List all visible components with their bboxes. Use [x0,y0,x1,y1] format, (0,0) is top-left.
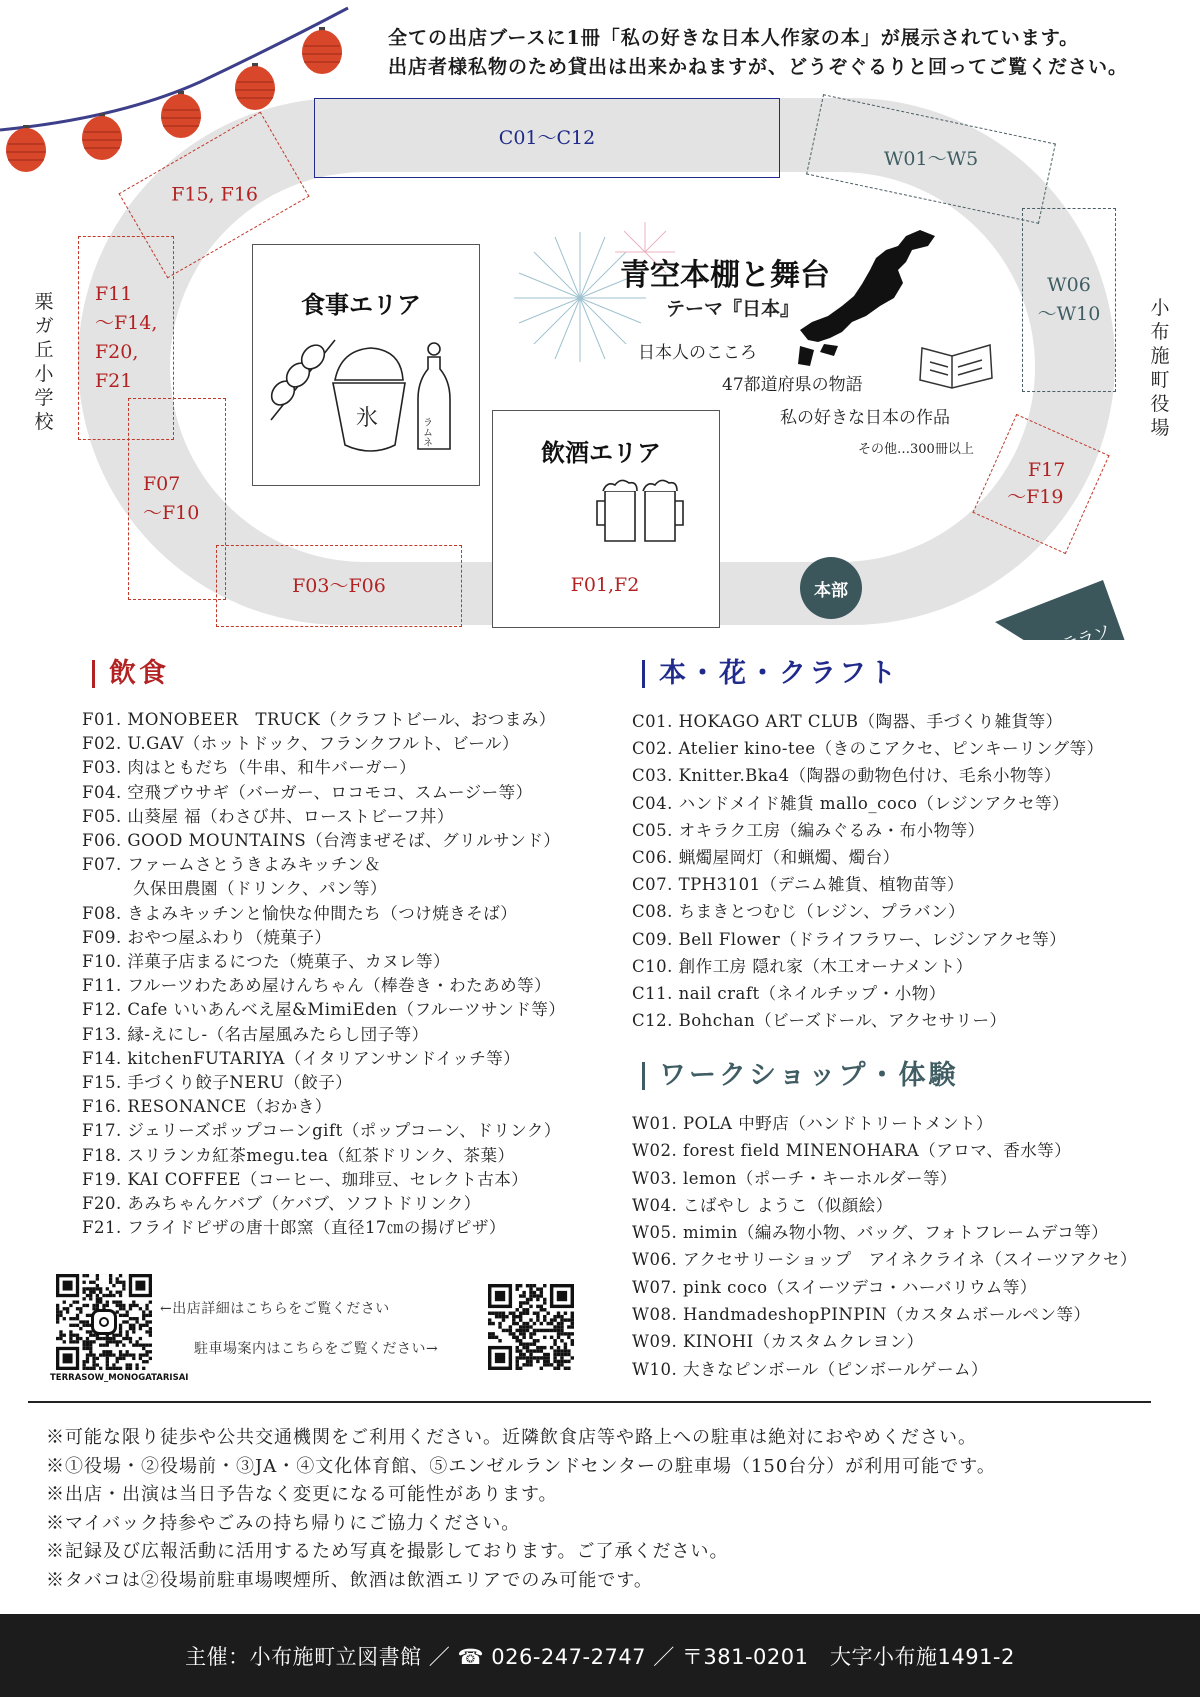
list-item: F07. ファームさとうきよみキッチン＆ [82,855,381,875]
list-item: 久保田農園（ドリンク、パン等） [133,879,388,899]
center-line-2: 47都道府県の物語 [722,375,863,395]
footer-bar [0,1614,1200,1697]
section-divider [28,1401,1151,1403]
zone-f17-label-2: ～F19 [1006,485,1064,508]
note-line: ※可能な限り徒歩や公共交通機関をご利用ください。近隣飲食店等や路上への駐車は絶対におやめください。 [46,1427,977,1448]
hq-label: 本部 [814,581,848,601]
list-item: F02. U.GAV（ホットドック、フランクフルト、ビール） [82,734,519,754]
list-item: F14. kitchenFUTARIYA（イタリアンサンドイッチ等） [82,1048,521,1068]
zone-c-label: C01～C12 [498,126,596,149]
notice-line-1: 全ての出店ブースに1冊「私の好きな日本人作家の本」が展示されています。 [388,27,1080,49]
list-item: F09. おやつ屋ふわり（焼菓子） [82,927,332,947]
list-item: F11. フルーツわたあめ屋けんちゃん（棒巻き・わたあめ等） [82,976,552,996]
right-townhall-label: 小布施町役場 [1150,297,1170,439]
list-item: F04. 空飛ブウサギ（バーガー、ロコモコ、スムージー等） [82,782,533,802]
zone-c01-c12 [314,98,780,178]
list-item: W04. こばやし ようこ（似顔絵） [632,1195,893,1215]
list-item: W01. POLA 中野店（ハンドトリートメント） [632,1114,994,1133]
food-area-box [252,244,480,486]
list-item: C07. TPH3101（デニム雑貨、植物苗等） [632,875,964,895]
notes-block [46,1424,996,1595]
list-item: W03. lemon（ポーチ・キーホルダー等） [632,1168,958,1188]
zone-w06-w10 [1022,208,1116,392]
list-item: C02. Atelier kino-tee（きのこアクセ、ピンキーリング等） [632,739,1104,759]
list-item: C03. Knitter.Bka4（陶器の動物色付け、毛糸小物等） [632,766,1061,786]
list-item: W08. HandmadeshopPINPIN（カスタムボールペン等） [632,1305,1091,1325]
zone-f11-label-1: F11 [95,283,133,305]
food-list [82,708,565,1240]
parking-qr-code[interactable] [488,1284,574,1370]
zone-f01-f02 [492,545,718,625]
list-item: W10. 大きなピンボール（ピンボールゲーム） [632,1359,988,1379]
list-item: C12. Bohchan（ビーズドール、アクセサリー） [632,1011,1007,1031]
note-line: ※マイバック持参やごみの持ち帰りにご協力ください。 [46,1512,521,1534]
craft-section-title: 本・花・クラフト [642,660,899,688]
svg-text:ラムネ: ラムネ [420,417,432,447]
zone-f11-label-2: ～F14, [95,312,158,334]
zone-f07-label-1: F07 [143,473,181,495]
instagram-icon [91,1309,117,1335]
list-item: F13. 縁-えにし-（名古屋風みたらし団子等） [82,1024,429,1044]
zone-f03-label: F03～F06 [292,574,386,597]
footer-organizer-info: 主催：小布施町立図書館 ／ ☎ 026-247-2747 ／ 〒381-0201 大字小布施1491-2 [185,1644,1015,1669]
list-item: C08. ちまきとつむじ（レジン、プラバン） [632,902,966,922]
list-item: F05. 山葵屋 福（わさび丼、ローストビーフ丼） [82,806,454,826]
parking-guide-note: 駐車場案内はこちらをご覧ください→ [194,1341,439,1357]
list-item: F19. KAI COFFEE（コーヒー、珈琲豆、セレクト古本） [82,1169,529,1189]
list-item: F17. ジェリーズポップコーンgift（ポップコーン、ドリンク） [82,1121,561,1141]
zone-f07-label-2: ～F10 [143,502,200,524]
center-line-3: 私の好きな日本の作品 [780,408,950,428]
zone-w1-label: W01～W5 [883,147,979,170]
list-item: W09. KINOHI（カスタムクレヨン） [632,1332,924,1352]
zone-f07-f10 [128,398,226,600]
center-line-4: その他…300冊以上 [858,442,974,457]
food-area-title: 食事エリア [301,290,421,319]
zone-f11-label-3: F20, [95,341,139,363]
list-item: C09. Bell Flower（ドライフラワー、レジンアクセ等） [632,929,1067,949]
list-item: F15. 手づくり餃子NERU（餃子） [82,1073,353,1093]
zone-f17-label-1: F17 [1028,459,1066,482]
center-theme: テーマ『日本』 [666,298,800,320]
notice-line-2: 出店者様私物のため貸出は出来かねますが、どうぞぐるりと回ってご覧ください。 [388,56,1129,78]
list-item: F10. 洋菓子店まるにつた（焼菓子、カヌレ等） [82,952,451,972]
instagram-handle: TERRASOW_MONOGATARISAI [50,1373,189,1383]
terrace-label: テラソ [1058,621,1114,657]
workshop-list [632,1110,1137,1383]
note-line: ※記録及び広報活動に活用するため写真を撮影しております。ご了承ください。 [46,1541,729,1562]
list-item: F20. あみちゃんケバブ（ケバブ、ソフトドリンク） [82,1194,481,1214]
workshop-section-title: ワークショップ・体験 [642,1062,958,1090]
list-item: W02. forest field MINENOHARA（アロマ、香水等） [632,1141,1072,1161]
list-item: F01. MONOBEER TRUCK（クラフトビール、おつまみ） [82,710,556,729]
list-item: C06. 蝋燭屋岡灯（和蝋燭、燭台） [632,848,900,868]
zone-f03-f06 [216,545,462,627]
note-line: ※タバコは②役場前駐車場喫煙所、飲酒は飲酒エリアでのみ可能です。 [46,1569,653,1591]
list-item: F03. 肉はともだち（牛串、和牛バーガー） [82,758,417,778]
list-item: C01. HOKAGO ART CLUB（陶器、手づくり雑貨等） [632,712,1063,731]
zone-f01-label: F01,F2 [570,573,640,596]
zone-f11-label-4: F21 [95,370,133,392]
list-item: F16. RESONANCE（おかき） [82,1097,332,1117]
zone-w2-label-2: ～W10 [1037,303,1101,325]
shop-detail-note: ←出店詳細はこちらをご覧ください [160,1301,390,1317]
list-item: C05. オキラク工房（編みぐるみ・布小物等） [632,820,985,840]
zone-f15-label: F15, F16 [170,183,258,206]
list-item: F08. きよみキッチンと愉快な仲間たち（つけ焼きそば） [82,903,518,923]
list-item: W06. アクセサリーショップ アイネクライネ（スイーツアクセ） [632,1250,1137,1270]
left-school-label: 栗ガ丘小学校 [34,291,54,433]
list-item: W07. pink coco（スイーツデコ・ハーバリウム等） [632,1277,1037,1297]
zone-w2-label-1: W06 [1047,274,1091,296]
list-item: F18. スリランカ紅茶megu.tea（紅茶ドリンク、茶葉） [82,1145,515,1165]
craft-list [632,708,1104,1034]
drink-area-title: 飲酒エリア [541,438,661,467]
list-item: C10. 創作工房 隠れ家（木工オーナメント） [632,956,973,976]
center-title: 青空本棚と舞台 [620,258,830,293]
list-item: F06. GOOD MOUNTAINS（台湾まぜそば、グリルサンド） [82,831,561,851]
note-line: ※出店・出演は当日予告なく変更になる可能性があります。 [46,1484,558,1505]
list-item: F21. フライドピザの唐十郎窯（直径17㎝の揚げピザ） [82,1218,506,1238]
list-item: C04. ハンドメイド雑貨 mallo_coco（レジンアクセ等） [632,793,1070,813]
list-item: C11. nail craft（ネイルチップ・小物） [632,984,946,1004]
food-section-title: 飲食 [92,660,169,688]
food-illustration-icon [253,245,479,485]
list-item: W05. mimin（編み物小物、バッグ、フォトフレームデコ等） [632,1223,1109,1243]
svg-text:氷: 氷 [356,406,379,431]
note-line: ※①役場・②役場前・③JA・④文化体育館、⑤エンゼルランドセンターの駐車場（150台分）が利用可能です。 [46,1455,996,1477]
center-line-1: 日本人のこころ [638,343,757,363]
list-item: F12. Cafe いいあんべえ屋&MimiEden（フルーツサンド等） [82,1000,566,1020]
